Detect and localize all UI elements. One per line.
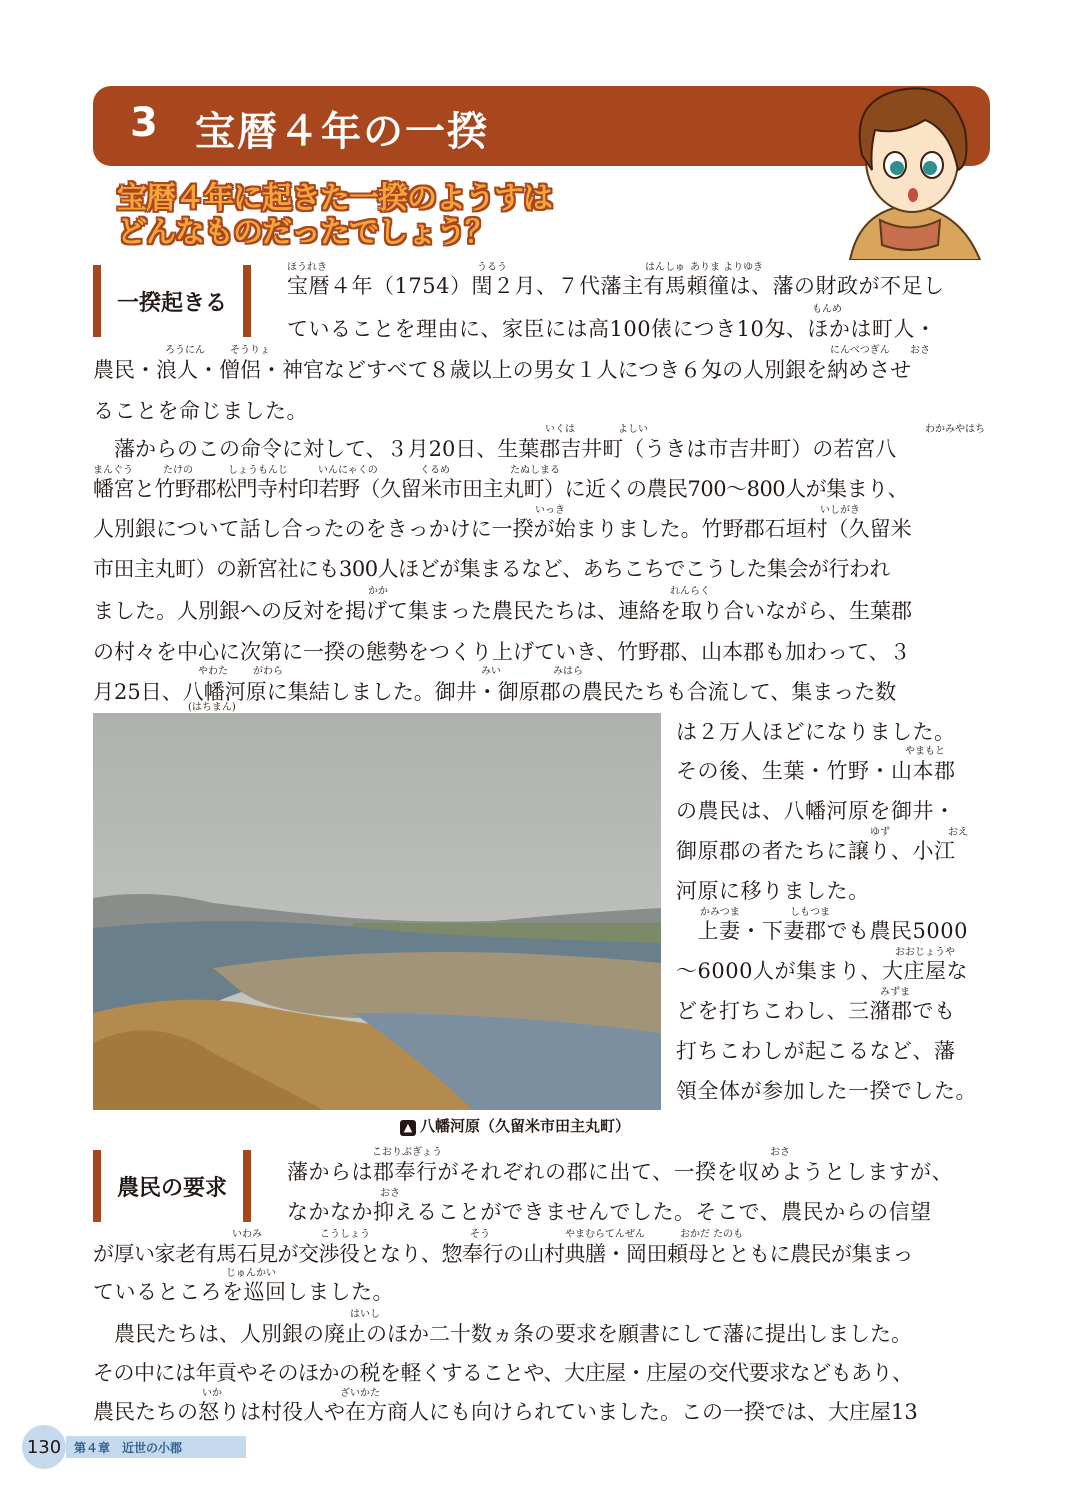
ruby: れんらく (670, 586, 710, 597)
body-line: 藩からのこの命令に対して、３月20日、生葉郡吉井町（うきは市吉井町）の若宮八 (93, 437, 897, 461)
ruby: かみつま (700, 907, 740, 918)
ruby: やわた (198, 666, 228, 677)
body-line: 領全体が参加した一揆でした。 (676, 1079, 977, 1103)
caption-text: 八幡河原（久留米市田主丸町） (420, 1117, 631, 1135)
body-line: ～6000人が集まり、大庄屋な (676, 959, 968, 983)
ruby: おさ (910, 345, 930, 356)
ruby: (はちまん) (188, 702, 236, 713)
ruby: やまもと (905, 746, 945, 757)
body-line: 農民たちは、人別銀の廃止のほか二十数ヵ条の要求を願書にして藩に提出しました。 (93, 1322, 912, 1346)
ruby: やまむらてんぜん (565, 1229, 645, 1240)
body-line: 河原に移りました。 (676, 879, 870, 903)
ruby: いしがき (820, 505, 860, 516)
ruby: いっき (535, 505, 565, 516)
chapter-label: 第４章 近世の小郡 (66, 1436, 246, 1458)
ruby: こおりぶぎょう (372, 1147, 442, 1158)
ruby: おかだ たのも (680, 1229, 744, 1240)
ruby: こうしょう (320, 1229, 370, 1240)
river-photo (93, 713, 661, 1110)
ruby: おおじょうや (895, 947, 955, 958)
ruby: たぬしまる (510, 465, 560, 476)
ruby: ほうれき (287, 262, 327, 273)
body-line: どを打ちこわし、三潴郡でも (676, 999, 956, 1023)
body-line: ていることを理由に、家臣には高100俵につき10匁、ほかは町人・ (287, 317, 937, 341)
ruby: ゆず (870, 827, 890, 838)
ruby: いか (202, 1388, 222, 1399)
ruby: はいし (350, 1309, 380, 1320)
body-line: その後、生葉・竹野・山本郡 (676, 759, 956, 783)
ruby: おさ (380, 1188, 400, 1199)
body-line: その中には年貢やそのほかの税を軽くすることや、大庄屋・庄屋の交代要求などもあり、 (93, 1361, 913, 1385)
body-line: ました。人別銀への反対を掲げて集まった農民たちは、連絡を取り合いながら、生葉郡 (93, 599, 912, 623)
body-line: の村々を中心に次第に一揆の態勢をつくり上げていき、竹野郡、山本郡も加わって、３ (93, 640, 911, 664)
question-line: 宝暦４年に起きた一揆のようすは (117, 181, 552, 216)
ruby: みい (481, 666, 501, 677)
page-title: 宝暦４年の一揆 (195, 109, 489, 155)
ruby: ざいかた (340, 1388, 380, 1399)
body-line: 農民たちの怒りは村役人や在方商人にも向けられていました。この一揆では、大庄屋13 (93, 1400, 918, 1424)
ruby: しもつま (790, 907, 830, 918)
body-line: 人別銀について話し合ったのをきっかけに一揆が始まりました。竹野郡石垣村（久留米 (93, 517, 912, 541)
ruby: はんしゅ (645, 262, 685, 273)
section-number: 3 (130, 100, 158, 146)
ruby: まんぐう (93, 465, 133, 476)
ruby: わかみやはち (925, 424, 985, 435)
ruby: もんめ (812, 304, 842, 315)
ruby: そう (470, 1229, 490, 1240)
ruby: みはら (553, 666, 583, 677)
question-line: どんなものだったでしょう？ (117, 215, 494, 250)
guiding-question (117, 182, 552, 250)
body-line: 打ちこわしが起こるなど、藩 (676, 1039, 956, 1063)
body-line: 市田主丸町）の新宮社にも300人ほどが集まるなど、あちこちでこうした集会が行われ (93, 557, 890, 581)
body-line: 幡宮と竹野郡松門寺村印若野（久留米市田主丸町）に近くの農民700～800人が集まり、 (93, 477, 909, 501)
photo-caption (400, 1115, 630, 1136)
body-line: 月25日、八幡河原に集結しました。御井・御原郡の農民たちも合流して、集まった数 (93, 680, 897, 704)
section-heading: 農民の要求 (93, 1150, 251, 1222)
ruby: よしい (618, 424, 648, 435)
body-line: 上妻・下妻郡でも農民5000 (676, 919, 968, 943)
ruby: みずま (880, 987, 910, 998)
ruby: がわら (253, 666, 283, 677)
body-line: 農民・浪人・僧侶・神官などすべて８歳以上の男女１人につき６匁の人別銀を納めさせ (93, 358, 912, 382)
ruby: にんべつぎん (830, 345, 890, 356)
body-line: 藩からは郡奉行がそれぞれの郡に出て、一揆を収めようとしますが、 (287, 1160, 954, 1184)
ruby: かか (368, 586, 388, 597)
character-illustration (820, 70, 1000, 260)
body-line: 宝暦４年（1754）閏２月、７代藩主有馬頼徸は、藩の財政が不足し (287, 274, 945, 298)
body-line: ているところを巡回しました。 (93, 1280, 394, 1304)
ruby: ろうにん (165, 345, 205, 356)
section-heading: 一揆起きる (93, 265, 251, 337)
ruby: おえ (948, 827, 968, 838)
ruby: じゅんかい (226, 1268, 276, 1279)
ruby: いんにゃくの (318, 465, 378, 476)
body-line: 御原郡の者たちに譲り、小江 (676, 839, 956, 863)
ruby: おさ (770, 1147, 790, 1158)
ruby: たけの (163, 465, 193, 476)
body-line: の農民は、八幡河原を御井・ (676, 799, 956, 823)
ruby: うるう (477, 262, 507, 273)
ruby: ありま よりゆき (690, 262, 764, 273)
ruby: しょうもんじ (228, 465, 288, 476)
ruby: くるめ (420, 465, 450, 476)
page-number: 130 (22, 1425, 66, 1469)
body-line: なかなか抑えることができませんでした。そこで、農民からの信望 (287, 1200, 932, 1224)
ruby: いくは (545, 424, 575, 435)
body-line: が厚い家老有馬石見が交渉役となり、惣奉行の山村典膳・岡田頼母とともに農民が集まっ (93, 1242, 913, 1266)
ruby: そうりょ (230, 345, 270, 356)
up-arrow-icon: ▲ (400, 1120, 416, 1136)
body-line: ることを命じました。 (93, 399, 308, 423)
body-line: は２万人ほどになりました。 (676, 720, 956, 744)
ruby: いわみ (232, 1229, 262, 1240)
